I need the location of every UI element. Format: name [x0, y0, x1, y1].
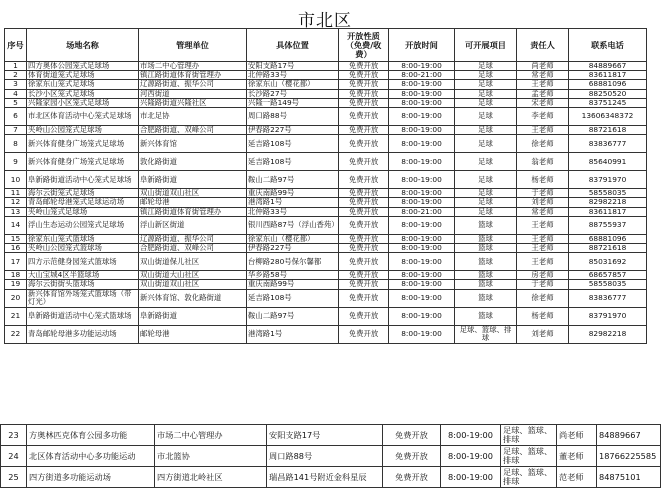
cell-location: 安阳支路17号 — [247, 62, 339, 71]
cell-contact-person: 尚老师 — [517, 62, 569, 71]
cell-seq: 20 — [5, 289, 27, 307]
cell-open-type: 免费开放 — [339, 280, 389, 289]
cell-contact-person: 常老师 — [517, 207, 569, 216]
cell-seq: 25 — [1, 467, 27, 488]
cell-open-type: 免费开放 — [339, 189, 389, 198]
table-row — [5, 171, 647, 189]
cell-venue-name: 徐家东山笼式篮球场 — [27, 234, 139, 243]
header-open-hours: 开放时间 — [389, 29, 455, 62]
cell-activities: 足球 — [455, 207, 517, 216]
cell-manager: 辽源路街道、振华公司 — [139, 80, 247, 89]
table-row — [5, 280, 647, 289]
cell-open-type: 免费开放 — [339, 289, 389, 307]
cell-location: 鞍山二路97号 — [247, 307, 339, 325]
cell-manager: 四方街道北岭社区 — [155, 467, 267, 488]
cell-contact-person: 徐老师 — [517, 289, 569, 307]
cell-manager: 市场二中心管理办 — [139, 62, 247, 71]
table-row — [5, 325, 647, 343]
cell-manager: 浮山新区街道 — [139, 216, 247, 234]
cell-phone: 88755937 — [569, 216, 647, 234]
cell-phone: 13606348372 — [569, 108, 647, 126]
cell-activities: 足球 — [455, 80, 517, 89]
cell-venue-name: 夹岭山公园笼式篮球场 — [27, 244, 139, 253]
cell-activities: 足球 — [455, 62, 517, 71]
header-venue-name: 场地名称 — [27, 29, 139, 62]
cell-venue-name: 大山宝城4区半篮球场 — [27, 271, 139, 280]
cell-open-type: 免费开放 — [339, 198, 389, 207]
cell-manager: 双山街道大山社区 — [139, 271, 247, 280]
cell-phone: 83836777 — [569, 289, 647, 307]
cell-open-hours: 8:00-19:00 — [389, 198, 455, 207]
cell-location: 延吉路108号 — [247, 153, 339, 171]
cell-manager: 镇江路街道体育街管理办 — [139, 207, 247, 216]
cell-open-hours: 8:00-19:00 — [389, 244, 455, 253]
cell-location: 周口路88号 — [267, 446, 383, 467]
cell-location: 安阳支路17号 — [267, 425, 383, 446]
cell-manager: 新兴体育馆 — [139, 135, 247, 153]
page-title: 市北区 — [298, 11, 352, 31]
table-header-row — [5, 29, 647, 62]
cell-seq: 19 — [5, 280, 27, 289]
cell-contact-person: 王老师 — [517, 244, 569, 253]
cell-seq: 12 — [5, 198, 27, 207]
cell-activities: 足球 — [455, 171, 517, 189]
cell-phone: 68881096 — [569, 80, 647, 89]
cell-open-type: 免费开放 — [383, 467, 441, 488]
header-manager: 管理单位 — [139, 29, 247, 62]
cell-contact-person: 王老师 — [517, 216, 569, 234]
cell-venue-name: 浮山生态运动公园笼式足球场 — [27, 216, 139, 234]
cell-phone: 68881096 — [569, 234, 647, 243]
cell-phone: 88721618 — [569, 126, 647, 135]
cell-location: 兴隆一路149号 — [247, 98, 339, 107]
table-row — [5, 244, 647, 253]
cell-contact-person: 于老师 — [517, 189, 569, 198]
cell-open-hours: 8:00-19:00 — [389, 108, 455, 126]
cell-location: 周口路88号 — [247, 108, 339, 126]
cell-location: 伊春路227号 — [247, 244, 339, 253]
cell-location: 银川西路87号（浮山香苑） — [247, 216, 339, 234]
table-row — [1, 446, 661, 467]
cell-phone: 83836777 — [569, 135, 647, 153]
cell-open-type: 免费开放 — [339, 108, 389, 126]
cell-manager: 阜新路街道 — [139, 307, 247, 325]
cell-open-type: 免费开放 — [339, 98, 389, 107]
cell-phone: 83611817 — [569, 71, 647, 80]
cell-open-type: 免费开放 — [339, 171, 389, 189]
cell-seq: 11 — [5, 189, 27, 198]
cell-seq: 18 — [5, 271, 27, 280]
cell-contact-person: 杨老师 — [517, 307, 569, 325]
table-row — [5, 108, 647, 126]
cell-open-hours: 8:00-19:00 — [389, 62, 455, 71]
table-row — [5, 135, 647, 153]
cell-open-type: 免费开放 — [339, 271, 389, 280]
table-row — [5, 126, 647, 135]
cell-venue-name: 四方示范健身园笼式篮球场 — [27, 253, 139, 271]
cell-open-hours: 8:00-19:00 — [389, 98, 455, 107]
cell-seq: 16 — [5, 244, 27, 253]
cell-open-hours: 8:00-19:00 — [389, 325, 455, 343]
cell-open-hours: 8:00-19:00 — [389, 80, 455, 89]
cell-activities: 篮球 — [455, 307, 517, 325]
table-row — [5, 253, 647, 271]
cell-venue-name: 海尔云街笼式足球场 — [27, 189, 139, 198]
cell-open-type: 免费开放 — [339, 126, 389, 135]
cell-phone: 58558035 — [569, 189, 647, 198]
cell-location: 长沙路27号 — [247, 89, 339, 98]
cell-seq: 9 — [5, 153, 27, 171]
cell-manager: 河西街道 — [139, 89, 247, 98]
cell-venue-name: 青岛邮轮母港笼式足球运动场 — [27, 198, 139, 207]
cell-seq: 7 — [5, 126, 27, 135]
cell-open-hours: 8:00-19:00 — [389, 189, 455, 198]
table-row — [5, 89, 647, 98]
venue-table — [4, 28, 647, 344]
cell-activities: 足球 — [455, 153, 517, 171]
table-row — [5, 98, 647, 107]
cell-phone: 85031692 — [569, 253, 647, 271]
cell-location: 瑞昌路141号附近金科星辰 — [267, 467, 383, 488]
cell-activities: 足球 — [455, 89, 517, 98]
cell-location: 延吉路108号 — [247, 135, 339, 153]
cell-seq: 23 — [1, 425, 27, 446]
cell-activities: 足球 — [455, 71, 517, 80]
cell-activities: 篮球 — [455, 253, 517, 271]
cell-contact-person: 范老师 — [557, 467, 597, 488]
cell-seq: 3 — [5, 80, 27, 89]
cell-open-type: 免费开放 — [339, 216, 389, 234]
cell-seq: 8 — [5, 135, 27, 153]
table-row — [5, 307, 647, 325]
cell-seq: 22 — [5, 325, 27, 343]
cell-contact-person: 王老师 — [517, 126, 569, 135]
cell-venue-name: 四方街道多功能运动场 — [27, 467, 155, 488]
cell-open-hours: 8:00-19:00 — [389, 271, 455, 280]
cell-open-type: 免费开放 — [339, 307, 389, 325]
cell-venue-name: 阜新路街道活动中心笼式足球场 — [27, 171, 139, 189]
cell-venue-name: 新兴体育健身广场笼式足球场 — [27, 135, 139, 153]
cell-open-hours: 8:00-19:00 — [389, 216, 455, 234]
header-phone: 联系电话 — [569, 29, 647, 62]
cell-contact-person: 李老师 — [517, 108, 569, 126]
cell-activities: 足球 — [455, 98, 517, 107]
cell-venue-name: 夹岭山笼式足球场 — [27, 207, 139, 216]
cell-activities: 篮球 — [455, 216, 517, 234]
cell-contact-person: 徐老师 — [517, 135, 569, 153]
cell-activities: 篮球 — [455, 244, 517, 253]
cell-phone: 84889667 — [597, 425, 661, 446]
cell-seq: 13 — [5, 207, 27, 216]
cell-location: 伊春路227号 — [247, 126, 339, 135]
cell-seq: 15 — [5, 234, 27, 243]
cell-manager: 辽源路街道、振华公司 — [139, 234, 247, 243]
cell-phone: 83791970 — [569, 307, 647, 325]
cell-location: 重庆南路99号 — [247, 189, 339, 198]
cell-location: 北仲路33号 — [247, 71, 339, 80]
cell-contact-person: 孟老师 — [517, 89, 569, 98]
cell-seq: 21 — [5, 307, 27, 325]
header-seq: 序号 — [5, 29, 27, 62]
cell-activities: 足球 — [455, 135, 517, 153]
cell-phone: 83611817 — [569, 207, 647, 216]
cell-phone: 68657857 — [569, 271, 647, 280]
cell-contact-person: 杨老师 — [517, 171, 569, 189]
cell-phone: 82982218 — [569, 325, 647, 343]
cell-open-hours: 8:00-19:00 — [389, 171, 455, 189]
cell-open-type: 免费开放 — [339, 325, 389, 343]
cell-open-type: 免费开放 — [339, 135, 389, 153]
cell-open-type: 免费开放 — [339, 80, 389, 89]
cell-venue-name: 方奥林匹克体育公园多功能 — [27, 425, 155, 446]
cell-activities: 足球、篮球、排球 — [501, 425, 557, 446]
cell-open-type: 免费开放 — [339, 62, 389, 71]
header-activities: 可开展项目 — [455, 29, 517, 62]
cell-venue-name: 北区体育活动中心多功能运动 — [27, 446, 155, 467]
cell-contact-person: 王老师 — [517, 80, 569, 89]
cell-location: 徐家东山（樱花都） — [247, 80, 339, 89]
cell-seq: 24 — [1, 446, 27, 467]
cell-seq: 2 — [5, 71, 27, 80]
cell-open-type: 免费开放 — [339, 244, 389, 253]
cell-contact-person: 董老师 — [557, 446, 597, 467]
header-location: 具体位置 — [247, 29, 339, 62]
cell-open-hours: 8:00-19:00 — [441, 425, 501, 446]
table-row — [1, 425, 661, 446]
cell-venue-name: 长沙小区笼式足球场 — [27, 89, 139, 98]
table-row — [1, 467, 661, 488]
cell-open-hours: 8:00-19:00 — [441, 446, 501, 467]
cell-venue-name: 市北区体育活动中心笼式足球场 — [27, 108, 139, 126]
cell-open-hours: 8:00-19:00 — [389, 307, 455, 325]
cell-contact-person: 王老师 — [517, 253, 569, 271]
cell-open-hours: 8:00-19:00 — [389, 253, 455, 271]
cell-activities: 足球 — [455, 126, 517, 135]
cell-phone: 58558035 — [569, 280, 647, 289]
cell-manager: 合肥路街道、双峰公司 — [139, 126, 247, 135]
cell-open-hours: 8:00-19:00 — [389, 153, 455, 171]
cell-seq: 14 — [5, 216, 27, 234]
cell-venue-name: 海尔云街街头篮球场 — [27, 280, 139, 289]
cell-activities: 篮球 — [455, 289, 517, 307]
table-row — [5, 207, 647, 216]
cell-venue-name: 兴隆家园小区笼式足球场 — [27, 98, 139, 107]
cell-contact-person: 于老师 — [517, 280, 569, 289]
cell-activities: 篮球 — [455, 280, 517, 289]
cell-phone: 84875101 — [597, 467, 661, 488]
cell-phone: 18766225585 — [597, 446, 661, 467]
cell-contact-person: 王老师 — [517, 234, 569, 243]
cell-contact-person: 翁老师 — [517, 153, 569, 171]
cell-venue-name: 徐家东山笼式足球场 — [27, 80, 139, 89]
cell-manager: 市北足协 — [139, 108, 247, 126]
cell-activities: 足球 — [455, 108, 517, 126]
cell-venue-name: 青岛邮轮母港多功能运动场 — [27, 325, 139, 343]
cell-phone: 88250520 — [569, 89, 647, 98]
cell-activities: 篮球 — [455, 271, 517, 280]
cell-activities: 篮球 — [455, 234, 517, 243]
cell-location: 重庆南路99号 — [247, 280, 339, 289]
cell-open-type: 免费开放 — [339, 153, 389, 171]
cell-venue-name: 四方奥体公园笼式足球场 — [27, 62, 139, 71]
cell-activities: 足球 — [455, 198, 517, 207]
cell-open-type: 免费开放 — [339, 71, 389, 80]
cell-location: 鞍山二路97号 — [247, 171, 339, 189]
cell-open-type: 免费开放 — [339, 253, 389, 271]
cell-open-hours: 8:00-19:00 — [389, 280, 455, 289]
cell-manager: 邮轮母港 — [139, 198, 247, 207]
cell-contact-person: 刘老师 — [517, 198, 569, 207]
cell-phone: 84889667 — [569, 62, 647, 71]
table-row — [5, 153, 647, 171]
cell-manager: 敦化路街道 — [139, 153, 247, 171]
cell-open-hours: 8:00-19:00 — [441, 467, 501, 488]
cell-phone: 83791970 — [569, 171, 647, 189]
cell-manager: 双山街道双山社区 — [139, 189, 247, 198]
cell-location: 北仲路33号 — [247, 207, 339, 216]
cell-location: 华乡路58号 — [247, 271, 339, 280]
cell-venue-name: 新兴体育馆外场笼式篮球场（带灯光） — [27, 289, 139, 307]
cell-seq: 1 — [5, 62, 27, 71]
cell-phone: 83751245 — [569, 98, 647, 107]
cell-activities: 足球、篮球、排球 — [501, 467, 557, 488]
cell-seq: 6 — [5, 108, 27, 126]
cell-manager: 双山街道保儿社区 — [139, 253, 247, 271]
cell-manager: 邮轮母港 — [139, 325, 247, 343]
cell-activities: 足球、篮球、排球 — [501, 446, 557, 467]
table-row — [5, 216, 647, 234]
cell-phone: 88721618 — [569, 244, 647, 253]
cell-manager: 阜新路街道 — [139, 171, 247, 189]
cell-seq: 4 — [5, 89, 27, 98]
cell-location: 延吉路108号 — [247, 289, 339, 307]
cell-venue-name: 体育街道笼式足球场 — [27, 71, 139, 80]
cell-venue-name: 阜新路街道活动中心笼式篮球场 — [27, 307, 139, 325]
cell-contact-person: 刘老师 — [517, 325, 569, 343]
table-row — [5, 289, 647, 307]
cell-phone: 85640991 — [569, 153, 647, 171]
cell-venue-name: 夹岭山公园笼式足球场 — [27, 126, 139, 135]
cell-open-type: 免费开放 — [339, 207, 389, 216]
cell-open-type: 免费开放 — [339, 234, 389, 243]
cell-open-hours: 8:00-19:00 — [389, 289, 455, 307]
cell-open-hours: 8:00-19:00 — [389, 126, 455, 135]
cell-manager: 镇江路街道体育街管理办 — [139, 71, 247, 80]
cell-contact-person: 宋老师 — [517, 98, 569, 107]
cell-open-type: 免费开放 — [383, 425, 441, 446]
cell-open-type: 免费开放 — [383, 446, 441, 467]
cell-phone: 82982218 — [569, 198, 647, 207]
cell-contact-person: 尚老师 — [557, 425, 597, 446]
cell-contact-person: 常老师 — [517, 71, 569, 80]
cell-open-hours: 8:00-19:00 — [389, 135, 455, 153]
cell-open-hours: 8:00-19:00 — [389, 89, 455, 98]
cell-activities: 足球、篮球、排球 — [455, 325, 517, 343]
cell-location: 徐家东山（樱花都） — [247, 234, 339, 243]
venue-table-continued — [0, 424, 661, 488]
cell-activities: 足球 — [455, 189, 517, 198]
cell-open-type: 免费开放 — [339, 89, 389, 98]
cell-seq: 17 — [5, 253, 27, 271]
header-open-type: 开放性质（免费/收费） — [339, 29, 389, 62]
table-row — [5, 80, 647, 89]
cell-contact-person: 房老师 — [517, 271, 569, 280]
cell-open-hours: 8:00-19:00 — [389, 234, 455, 243]
cell-manager: 双山街道双山社区 — [139, 280, 247, 289]
cell-venue-name: 新兴体育健身广场笼式足球场 — [27, 153, 139, 171]
cell-seq: 10 — [5, 171, 27, 189]
cell-location: 港湾路1号 — [247, 198, 339, 207]
cell-manager: 市北篮协 — [155, 446, 267, 467]
cell-open-hours: 8:00-21:00 — [389, 207, 455, 216]
cell-manager: 新兴体育馆、敦化路街道 — [139, 289, 247, 307]
cell-manager: 市场二中心管理办 — [155, 425, 267, 446]
cell-location: 台柳路280号保尔馨都 — [247, 253, 339, 271]
cell-manager: 兴隆路街道兴隆社区 — [139, 98, 247, 107]
cell-location: 港湾路1号 — [247, 325, 339, 343]
header-contact-person: 责任人 — [517, 29, 569, 62]
cell-open-hours: 8:00-21:00 — [389, 71, 455, 80]
cell-seq: 5 — [5, 98, 27, 107]
table-row — [5, 198, 647, 207]
cell-manager: 合肥路街道、双峰公司 — [139, 244, 247, 253]
